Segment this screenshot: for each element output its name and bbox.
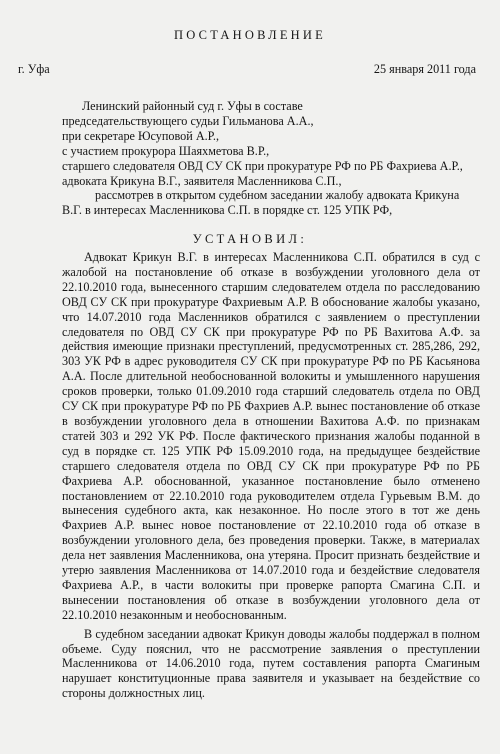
court-line: председательствующего судьи Гильманова А.А., (62, 113, 314, 128)
document-date: 25 января 2011 года (373, 62, 476, 76)
court-line: Ленинский районный суд г. Уфы в составе (82, 99, 303, 113)
document-body (62, 250, 480, 701)
court-line: старшего следователя ОВД СУ СК при прокуратуре РФ по РБ Фахриева А.Р., (62, 158, 463, 173)
section-title: УСТАНОВИЛ: (192, 232, 308, 246)
body-paragraph: Адвокат Крикун В.Г. в интересах Масленникова С.П. обратился в суд с жалобой на постановление об отказе в возбуждении уголовного дела от 22.10.2010 года, вынесенного старшим следователем отдела по расследованию ОВД СУ СК при прокуратуре Фахриевым А.Р. В обоснование жалобы указано, что 14.07.2010 года Масленников обратился с заявлением о преступлении следователя по ОВД СУ СК при прокуратуре РФ по РБ Вахитова А.Ф. за действия имеющие признаки преступлений, предусмотренных ст. 285,286, 292, 303 УК РФ в адрес руководителя СУ СК при прокуратуре РФ по РБ Касьянова А.А. После длительной необоснованной волокиты и умышленного нарушения сроков проверки, только 01.09.2010 года старший следователь отдела по ОВД СУ СК при прокуратуре РФ по РБ Фахриев А.Р. вынес постановление об отказе в возбуждении уголовного дела в отношении Вахитова А.Ф. по признакам статей 303 и 292 УК РФ. После фактического признания жалобы поданной в суд в порядке ст. 125 УПК РФ 15.09.2010 года, на предыдущее бездействие старшего следователя отдела по ОВД СУ СК при прокуратуре РФ по РБ Фахриева А.Р. обоснованной, указанное постановление было отменено постановлением от 22.10.2010 года руководителем отдела Гурьевым В.М. до вынесения судебного акта, как незаконное. Но после этого в тот же день Фахриев А.Р. вынес новое постановление от 22.10.2010 года об отказе в возбуждении уголовного дела, без проведения проверки. Также, в материалах дела нет заявления Масленникова, она утеряна. Просит признать бездействие и утерю заявления Масленникова от 14.07.2010 года и бездействие следователя Фахриева А.Р., в части волокиты при проверке рапорта Смагина С.П. и вынесении постановления об отказе в возбуждении уголовного дела от 22.10.2010 незаконным и необоснованным. (62, 250, 480, 622)
document-city: г. Уфа (18, 62, 50, 76)
court-line: адвоката Крикуна В.Г., заявителя Масленникова С.П., (62, 173, 342, 188)
court-line: при секретаре Юсуповой А.Р., (62, 128, 220, 143)
court-line: с участием прокурора Шаяхметова В.Р., (62, 143, 270, 158)
court-composition (62, 99, 478, 218)
court-line: рассмотрев в открытом судебном заседании жалобу адвоката Крикуна (95, 188, 460, 203)
document-title: ПОСТАНОВЛЕНИЕ (174, 28, 326, 42)
body-paragraph: В судебном заседании адвокат Крикун доводы жалобы поддержал в полном объеме. Суду пояснил, что не рассмотрение заявления о преступлении Масленникова от 14.06.2010 года, путем составления рапорта Смагиным нарушает конституционные права заявителя и указывает на бездействие со стороны должностных лиц. (62, 626, 480, 701)
court-line: В.Г. в интересах Масленникова С.П. в порядке ст. 125 УПК РФ, (62, 203, 393, 218)
